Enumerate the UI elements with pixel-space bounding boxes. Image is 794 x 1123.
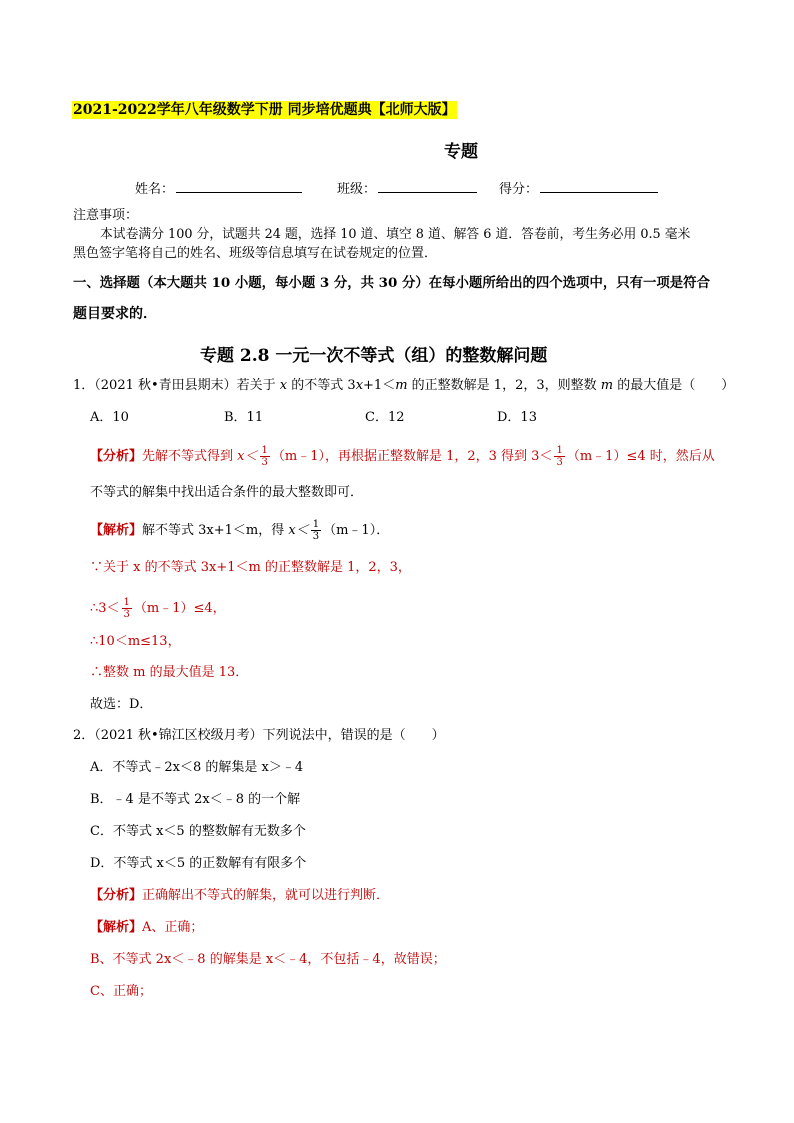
q1-step-4: ∴整数 m 的最大值是 13． [90,665,249,680]
q1-option-a: A．10 [90,410,129,425]
fraction-one-third: $\frac{1}{3}$ [123,597,130,620]
name-underline [176,192,302,193]
q2-option-b: B．﹣4 是不等式 2x＜﹣8 的一个解 [90,792,301,807]
question-1-stem: 1．（2021 秋•青田县期末）若关于 x 的不等式 3x+1＜m 的正整数解是 1，2，3，则整数 m 的最大值是（ ） [73,378,735,393]
q1-analysis: 【分析】先解不等式得到 x＜ $\frac{1}{3}$ （m﹣1），再根据正整数解是 1，2，3 得到 3＜ $\frac{1}{3}$ （m﹣1）≤4 时，然后从 [90,445,715,468]
section-heading-line-1: 一、选择题（本大题共 10 小题，每小题 3 分，共 30 分）在每小题所给出的四个选项中，只有一项是符合 [73,275,710,291]
class-underline [378,192,477,193]
q2-analysis: 【分析】正确解出不等式的解集，就可以进行判断． [90,888,390,903]
q2-solution: 【解析】A、正确； [90,920,204,935]
topic-title: 专题 2.8 一元一次不等式（组）的整数解问题 [200,346,548,366]
q1-option-c: C．12 [365,410,405,425]
notes-line-1: 本试卷满分 100 分，试题共 24 题，选择 10 道、填空 8 道、解答 6 道．答卷前，考生务必用 0.5 毫米 [100,227,691,242]
section-heading-line-2: 题目要求的． [73,306,157,322]
class-label: 班级： [337,182,377,197]
q1-solution: 【解析】解不等式 3x+1＜m，得 x＜ $\frac{1}{3}$ （m﹣1）． [90,519,390,542]
q1-step-2: ∴3＜ $\frac{1}{3}$ （m﹣1）≤4， [90,597,226,620]
name-label: 姓名： [135,182,175,197]
score-label: 得分： [499,182,539,197]
q2-option-d: D．不等式 x＜5 的正数解有有限多个 [90,856,307,871]
page-title: 专题 [444,142,478,162]
q2-line-c: C、正确； [90,984,152,999]
notes-line-2: 黑色签字笔将自己的姓名、班级等信息填写在试卷规定的位置． [73,246,438,261]
q1-option-d: D．13 [497,410,537,425]
q1-step-3: ∴10＜m≤13， [90,634,181,649]
q1-step-1: ∵关于 x 的不等式 3x+1＜m 的正整数解是 1，2，3， [90,560,411,575]
q1-analysis-line-2: 不等式的解集中找出适合条件的最大整数即可． [90,485,364,500]
q2-line-b: B、不等式 2x＜﹣8 的解集是 x＜﹣4，不包括﹣4，故错误； [90,952,446,967]
q1-option-b: B．11 [224,410,264,425]
score-underline [540,192,658,193]
document-banner: 2021-2022学年八年级数学下册 同步培优题典【北师大版】 [73,102,456,118]
fraction-one-third: $\frac{1}{3}$ [312,519,320,542]
q1-answer: 故选：D． [90,697,153,712]
fraction-one-third: $\frac{1}{3}$ [556,445,563,468]
q2-option-c: C．不等式 x＜5 的整数解有无数多个 [90,824,306,839]
notes-heading: 注意事项： [73,208,139,223]
q2-option-a: A．不等式﹣2x＜8 的解集是 x＞﹣4 [90,760,304,775]
fraction-one-third: $\frac{1}{3}$ [261,445,268,468]
question-2-stem: 2．（2021 秋•锦江区校级月考）下列说法中，错误的是（ ） [73,728,445,743]
